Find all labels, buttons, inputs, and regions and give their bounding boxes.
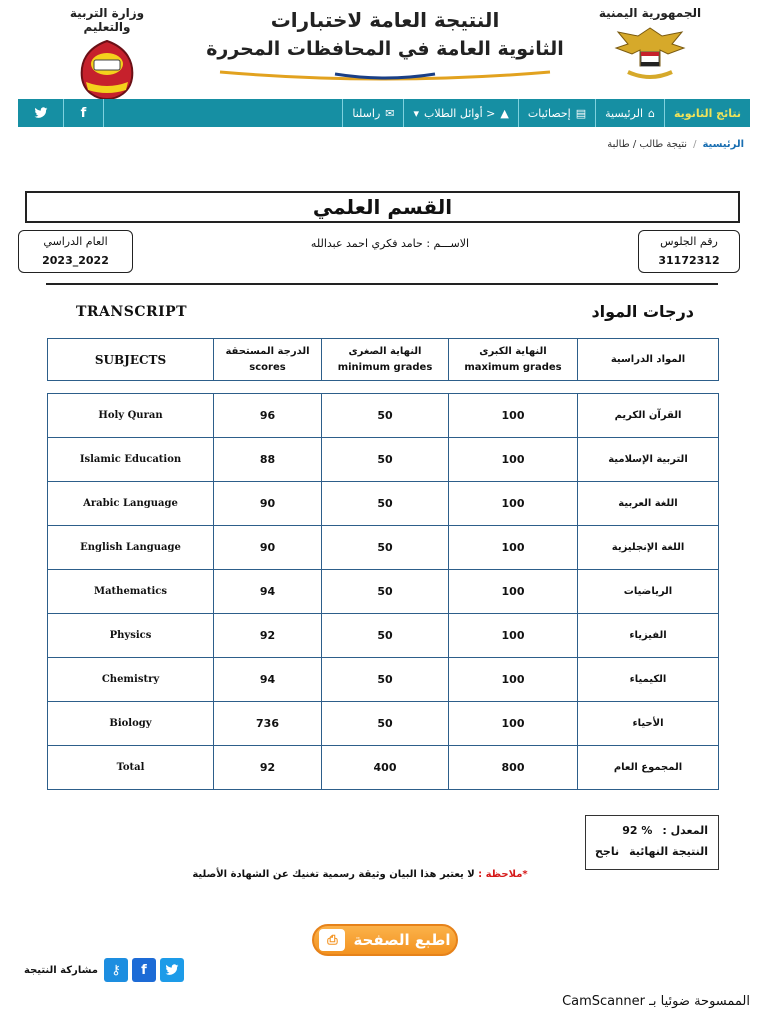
twitter-icon[interactable] bbox=[18, 99, 64, 127]
republic-logo bbox=[590, 6, 710, 84]
score: 90 bbox=[214, 482, 322, 526]
max-grade: 100 bbox=[449, 394, 578, 438]
title-line-1: النتيجة العامة لاختبارات bbox=[270, 8, 500, 32]
average-value: % 92 bbox=[622, 824, 653, 837]
score: 96 bbox=[214, 394, 322, 438]
section-title: القسم العلمي bbox=[25, 191, 740, 223]
table-row bbox=[48, 438, 719, 482]
average-label: المعدل : bbox=[662, 824, 708, 837]
facebook-icon[interactable]: f bbox=[64, 99, 104, 127]
subject-en: Holy Quran bbox=[48, 394, 214, 438]
ministry-logo bbox=[52, 6, 162, 102]
score: 94 bbox=[214, 658, 322, 702]
header-scores bbox=[214, 339, 322, 381]
subject-en: Physics bbox=[48, 614, 214, 658]
header-scores-en: scores bbox=[249, 361, 286, 373]
nav-item-results[interactable] bbox=[664, 99, 750, 127]
subject-en: Arabic Language bbox=[48, 482, 214, 526]
nav-item-statistics-label: إحصائيات bbox=[527, 106, 571, 120]
max-grade: 100 bbox=[449, 482, 578, 526]
header-min-ar: النهاية الصغرى bbox=[348, 345, 422, 357]
breadcrumb-separator: / bbox=[693, 139, 697, 150]
facebook-share-icon[interactable]: f bbox=[132, 958, 156, 982]
score: 88 bbox=[214, 438, 322, 482]
final-result-value: ناجح bbox=[595, 845, 620, 858]
nav-item-home[interactable] bbox=[595, 99, 664, 127]
seat-number-value: 31172312 bbox=[658, 254, 720, 267]
subject-ar: اللغة الإنجليزية bbox=[578, 526, 719, 570]
subject-en: Chemistry bbox=[48, 658, 214, 702]
min-grade: 50 bbox=[322, 482, 449, 526]
max-grade: 100 bbox=[449, 438, 578, 482]
nav-social-links bbox=[18, 99, 104, 127]
transcript-title: TRANSCRIPT bbox=[76, 304, 188, 320]
score: 92 bbox=[214, 614, 322, 658]
nav-item-contact[interactable] bbox=[342, 99, 403, 127]
academic-year-value: 2023_2022 bbox=[42, 254, 109, 267]
divider bbox=[46, 283, 718, 285]
min-grade: 50 bbox=[322, 658, 449, 702]
result-summary bbox=[585, 815, 719, 870]
table-row bbox=[48, 658, 719, 702]
table-row bbox=[48, 702, 719, 746]
home-icon: ⌂ bbox=[648, 106, 655, 120]
caret-down-icon: ▾ bbox=[413, 106, 420, 120]
min-grade: 50 bbox=[322, 438, 449, 482]
republic-caption: الجمهورية اليمنية bbox=[598, 6, 702, 20]
max-grade: 100 bbox=[449, 702, 578, 746]
score: 90 bbox=[214, 526, 322, 570]
subject-ar: الكيمياء bbox=[578, 658, 719, 702]
header-subjects-en: SUBJECTS bbox=[48, 339, 214, 381]
printer-icon: ⎙ bbox=[319, 929, 345, 951]
page-header-title bbox=[190, 8, 580, 60]
subject-ar: المجموع العام bbox=[578, 746, 719, 790]
table-row bbox=[48, 570, 719, 614]
academic-year-label: العام الدراسي bbox=[43, 235, 108, 248]
score: 736 bbox=[214, 702, 322, 746]
max-grade: 800 bbox=[449, 746, 578, 790]
academic-year-box bbox=[18, 230, 133, 273]
nav-menu bbox=[342, 99, 750, 127]
subject-ar: الفيزياء bbox=[578, 614, 719, 658]
table-row bbox=[48, 526, 719, 570]
max-grade: 100 bbox=[449, 570, 578, 614]
average-row bbox=[586, 824, 708, 837]
subject-ar: الرياضيات bbox=[578, 570, 719, 614]
seat-number-label: رقم الجلوس bbox=[660, 235, 718, 248]
title-swoosh-decoration bbox=[215, 68, 555, 82]
nav-item-contact-label: راسلنا bbox=[352, 106, 381, 120]
max-grade: 100 bbox=[449, 658, 578, 702]
subject-ar: التربية الإسلامية bbox=[578, 438, 719, 482]
note-text: لا يعتبر هذا البيان وثيقة رسمية تغنيك عن الشهادة الأصلية bbox=[192, 869, 479, 880]
chart-icon: ▤ bbox=[575, 106, 587, 120]
min-grade: 400 bbox=[322, 746, 449, 790]
score: 94 bbox=[214, 570, 322, 614]
final-result-row bbox=[586, 845, 708, 858]
table-row bbox=[48, 614, 719, 658]
note-label: *ملاحظة : bbox=[478, 869, 528, 880]
score: 92 bbox=[214, 746, 322, 790]
main-navbar bbox=[18, 99, 750, 127]
mail-icon: ✉ bbox=[385, 106, 395, 120]
grades-title: درجات المواد bbox=[591, 302, 694, 321]
disclaimer-note bbox=[150, 869, 570, 880]
header-max bbox=[449, 339, 578, 381]
header-scores-ar: الدرجة المستحقة bbox=[225, 345, 310, 357]
table-row-total bbox=[48, 746, 719, 790]
breadcrumb bbox=[607, 139, 744, 150]
subject-en: Islamic Education bbox=[48, 438, 214, 482]
share-label: مشاركة النتيجة bbox=[24, 964, 98, 976]
subject-en: Total bbox=[48, 746, 214, 790]
title-line-2: الثانوية العامة في المحافظات المحررة bbox=[206, 38, 564, 60]
max-grade: 100 bbox=[449, 614, 578, 658]
camscanner-watermark: الممسوحة ضوئيا بـ CamScanner bbox=[562, 994, 750, 1009]
print-page-label: اطبع الصفحة bbox=[353, 931, 451, 949]
table-row bbox=[48, 394, 719, 438]
max-grade: 100 bbox=[449, 526, 578, 570]
min-grade: 50 bbox=[322, 526, 449, 570]
breadcrumb-home-link[interactable]: الرئيسية bbox=[702, 139, 744, 150]
nav-item-top-students[interactable] bbox=[403, 99, 517, 127]
ministry-caption: وزارة التربية والتعليم bbox=[69, 6, 145, 34]
seat-number-box bbox=[638, 230, 740, 273]
share-result bbox=[24, 958, 184, 982]
subject-ar: اللغة العربية bbox=[578, 482, 719, 526]
header-min bbox=[322, 339, 449, 381]
twitter-share-icon[interactable] bbox=[160, 958, 184, 982]
header-max-ar: النهاية الكبرى bbox=[479, 345, 547, 357]
min-grade: 50 bbox=[322, 614, 449, 658]
subject-ar: الأحياء bbox=[578, 702, 719, 746]
eagle-emblem-icon bbox=[610, 22, 690, 84]
ministry-emblem-icon bbox=[72, 38, 142, 102]
student-name: الاســـم : حامد فكري احمد عبدالله bbox=[310, 237, 470, 250]
min-grade: 50 bbox=[322, 702, 449, 746]
grades-table bbox=[47, 393, 719, 790]
upload-icon: ▲ bbox=[500, 106, 509, 120]
subject-ar: القرآن الكريم bbox=[578, 394, 719, 438]
final-result-label: النتيجة النهائية bbox=[629, 845, 708, 858]
header-max-en: maximum grades bbox=[464, 361, 562, 373]
subject-en: Biology bbox=[48, 702, 214, 746]
header-subjects-ar: المواد الدراسية bbox=[578, 339, 719, 381]
nav-item-results-label: نتائج الثانوية bbox=[674, 106, 741, 120]
min-grade: 50 bbox=[322, 394, 449, 438]
share-icon[interactable]: ⚷ bbox=[104, 958, 128, 982]
subject-en: English Language bbox=[48, 526, 214, 570]
min-grade: 50 bbox=[322, 570, 449, 614]
table-row bbox=[48, 482, 719, 526]
nav-item-top-students-label: < أوائل الطلاب bbox=[424, 106, 496, 120]
nav-item-home-label: الرئيسية bbox=[605, 106, 644, 120]
header-min-en: minimum grades bbox=[337, 361, 433, 373]
print-page-button[interactable] bbox=[312, 924, 458, 956]
breadcrumb-current: نتيجة طالب / طالبة bbox=[607, 139, 688, 150]
nav-item-statistics[interactable] bbox=[518, 99, 595, 127]
subject-en: Mathematics bbox=[48, 570, 214, 614]
grades-table-header bbox=[47, 338, 719, 381]
